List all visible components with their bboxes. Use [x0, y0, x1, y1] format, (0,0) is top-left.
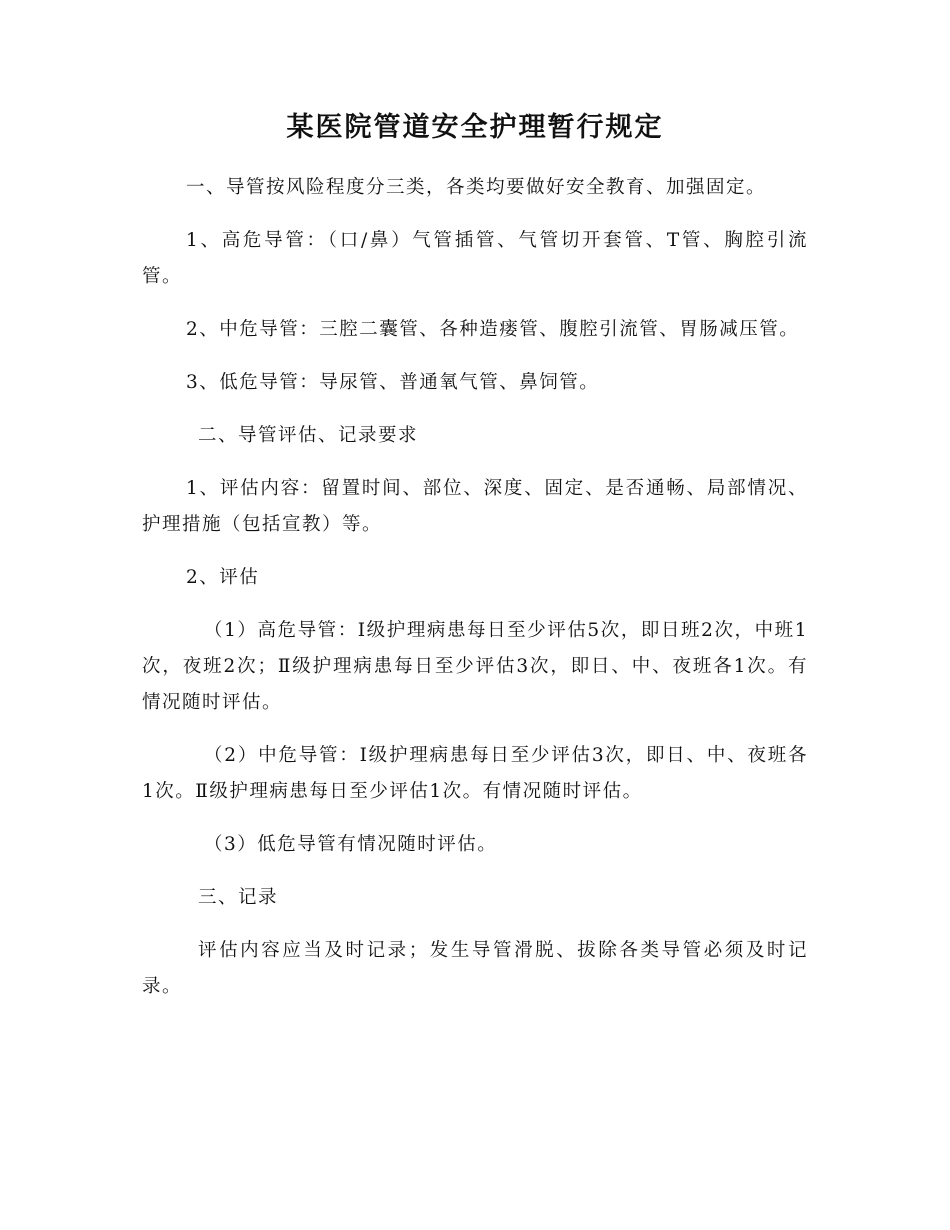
- assessment-content-item: 1、评估内容：留置时间、部位、深度、固定、是否通畅、局部情况、护理措施（包括宣教）等。: [142, 478, 808, 535]
- document-title: 某医院管道安全护理暂行规定: [286, 112, 664, 143]
- medium-risk-assessment-item: （2）中危导管：Ⅰ级护理病患每日至少评估3次，即日、中、夜班各1次。Ⅱ级护理病患每日至少评估1次。有情况随时评估。: [142, 745, 808, 802]
- section-1-heading: 一、导管按风险程度分三类，各类均要做好安全教育、加强固定。: [186, 177, 767, 198]
- high-risk-assessment-item: （1）高危导管：Ⅰ级护理病患每日至少评估5次，即日班2次，中班1次，夜班2次；Ⅱ级护理病患每日至少评估3次，即日、中、夜班各1次。有情况随时评估。: [142, 620, 808, 713]
- high-risk-catheter-item: 1、高危导管：（口/鼻）气管插管、气管切开套管、T管、胸腔引流管。: [142, 230, 808, 287]
- medium-risk-catheter-item: 2、中危导管：三腔二囊管、各种造瘘管、腹腔引流管、胃肠减压管。: [186, 319, 800, 340]
- section-2-heading: 二、导管评估、记录要求: [198, 425, 419, 446]
- record-requirement-item: 评估内容应当及时记录；发生导管滑脱、拔除各类导管必须及时记录。: [142, 940, 808, 997]
- low-risk-assessment-item: （3）低危导管有情况随时评估。: [204, 834, 498, 855]
- assessment-heading: 2、评估: [186, 567, 260, 588]
- section-3-heading: 三、记录: [198, 887, 279, 908]
- low-risk-catheter-item: 3、低危导管：导尿管、普通氧气管、鼻饲管。: [186, 372, 600, 393]
